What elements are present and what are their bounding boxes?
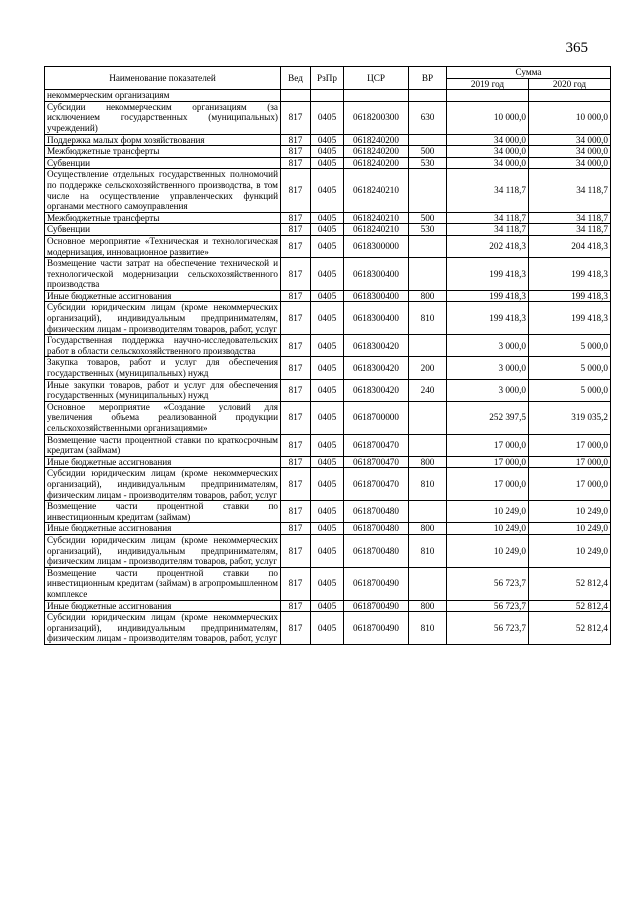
table-row	[45, 379, 611, 401]
cell-rzpr: 0405	[311, 290, 344, 302]
cell-2020: 5 000,0	[529, 379, 611, 401]
cell-2020: 17 000,0	[529, 434, 611, 456]
cell-csr: 0618700480	[344, 501, 409, 523]
cell-name: Государственная поддержка научно-исследовательских работ в области сельскохозяйственного производства	[45, 335, 281, 357]
cell-name: Возмещение части процентной ставки по инвестиционным кредитам (займам) в агропромышленном комплексе	[45, 567, 281, 600]
cell-2019: 202 418,3	[447, 235, 529, 257]
cell-csr: 0618700000	[344, 401, 409, 434]
cell-vr	[409, 169, 447, 212]
cell-rzpr: 0405	[311, 169, 344, 212]
cell-vr: 810	[409, 468, 447, 501]
cell-rzpr: 0405	[311, 101, 344, 134]
cell-vr: 500	[409, 146, 447, 158]
table-row	[45, 169, 611, 212]
cell-name: Иные бюджетные ассигнования	[45, 523, 281, 535]
table-row	[45, 101, 611, 134]
cell-2019: 10 249,0	[447, 523, 529, 535]
cell-csr: 0618240210	[344, 212, 409, 224]
cell-2019: 34 000,0	[447, 134, 529, 146]
cell-vr: 500	[409, 212, 447, 224]
cell-ved: 817	[281, 134, 311, 146]
cell-vr: 530	[409, 224, 447, 236]
cell-2020: 319 035,2	[529, 401, 611, 434]
cell-rzpr: 0405	[311, 146, 344, 158]
cell-csr: 0618700470	[344, 434, 409, 456]
cell-2019: 3 000,0	[447, 335, 529, 357]
cell-vr	[409, 501, 447, 523]
cell-2020: 17 000,0	[529, 456, 611, 468]
table-row	[45, 290, 611, 302]
cell-name: Субвенции	[45, 224, 281, 236]
cell-2020: 52 812,4	[529, 612, 611, 645]
cell-ved: 817	[281, 456, 311, 468]
cell-vr: 530	[409, 157, 447, 169]
cell-2019: 10 249,0	[447, 534, 529, 567]
cell-2019: 17 000,0	[447, 468, 529, 501]
cell-2019: 34 118,7	[447, 224, 529, 236]
cell-2020: 17 000,0	[529, 468, 611, 501]
table-row	[45, 146, 611, 158]
cell-csr: 0618300400	[344, 290, 409, 302]
cell-2020: 199 418,3	[529, 290, 611, 302]
cell-name: Иные закупки товаров, работ и услуг для обеспечения государственных (муниципальных) нужд	[45, 379, 281, 401]
cell-ved: 817	[281, 169, 311, 212]
cell-vr: 810	[409, 534, 447, 567]
cell-2019: 3 000,0	[447, 379, 529, 401]
table-row	[45, 302, 611, 335]
cell-rzpr: 0405	[311, 134, 344, 146]
cell-name: Возмещение части процентной ставки по краткосрочным кредитам (займам)	[45, 434, 281, 456]
cell-vr: 810	[409, 612, 447, 645]
cell-name: Субсидии юридическим лицам (кроме некоммерческих организаций), индивидуальным предпринимателям, физическим лицам - производителям товаров, работ, услуг	[45, 468, 281, 501]
header-rzpr: РзПр	[311, 67, 344, 90]
cell-ved: 817	[281, 302, 311, 335]
cell-rzpr: 0405	[311, 534, 344, 567]
cell-csr: 0618240210	[344, 224, 409, 236]
cell-2019	[447, 90, 529, 102]
table-row	[45, 434, 611, 456]
cell-rzpr: 0405	[311, 379, 344, 401]
cell-2020: 34 118,7	[529, 212, 611, 224]
cell-name: Закупка товаров, работ и услуг для обеспечения государственных (муниципальных) нужд	[45, 357, 281, 379]
cell-ved: 817	[281, 290, 311, 302]
cell-2020: 204 418,3	[529, 235, 611, 257]
cell-2019: 56 723,7	[447, 567, 529, 600]
cell-name: Субсидии юридическим лицам (кроме некоммерческих организаций), индивидуальным предпринимателям, физическим лицам - производителям товаров, работ, услуг	[45, 302, 281, 335]
cell-vr: 240	[409, 379, 447, 401]
cell-rzpr: 0405	[311, 612, 344, 645]
cell-ved: 817	[281, 235, 311, 257]
table-row	[45, 468, 611, 501]
cell-2020: 10 000,0	[529, 101, 611, 134]
cell-2019: 199 418,3	[447, 302, 529, 335]
cell-name: Субсидии юридическим лицам (кроме некоммерческих организаций), индивидуальным предпринимателям, физическим лицам - производителям товаров, работ, услуг	[45, 612, 281, 645]
cell-2019: 34 000,0	[447, 157, 529, 169]
cell-ved: 817	[281, 335, 311, 357]
table-row	[45, 534, 611, 567]
table-row	[45, 456, 611, 468]
table-row	[45, 134, 611, 146]
cell-rzpr: 0405	[311, 401, 344, 434]
cell-vr	[409, 258, 447, 291]
cell-csr: 0618300000	[344, 235, 409, 257]
cell-csr: 0618200300	[344, 101, 409, 134]
cell-ved: 817	[281, 600, 311, 612]
cell-rzpr: 0405	[311, 567, 344, 600]
cell-2020: 34 118,7	[529, 224, 611, 236]
table-row	[45, 335, 611, 357]
table-row	[45, 235, 611, 257]
cell-name: Субсидии юридическим лицам (кроме некоммерческих организаций), индивидуальным предпринимателям, физическим лицам - производителям товаров, работ, услуг	[45, 534, 281, 567]
table-row	[45, 567, 611, 600]
table-row	[45, 401, 611, 434]
cell-name: Возмещение части затрат на обеспечение технической и технологической модернизации сельскохозяйственного производства	[45, 258, 281, 291]
cell-2020: 52 812,4	[529, 567, 611, 600]
cell-vr: 200	[409, 357, 447, 379]
cell-2020: 10 249,0	[529, 523, 611, 535]
cell-csr: 0618700490	[344, 567, 409, 600]
cell-name: Межбюджетные трансферты	[45, 146, 281, 158]
cell-csr: 0618300400	[344, 258, 409, 291]
cell-csr: 0618240200	[344, 146, 409, 158]
cell-ved: 817	[281, 258, 311, 291]
cell-csr: 0618300420	[344, 357, 409, 379]
cell-2019: 17 000,0	[447, 456, 529, 468]
cell-vr	[409, 134, 447, 146]
table-row	[45, 157, 611, 169]
cell-name: Возмещение части процентной ставки по инвестиционным кредитам (займам)	[45, 501, 281, 523]
cell-2019: 34 000,0	[447, 146, 529, 158]
cell-rzpr: 0405	[311, 157, 344, 169]
table-row	[45, 523, 611, 535]
cell-2020: 34 000,0	[529, 157, 611, 169]
header-2019: 2019 год	[447, 78, 529, 90]
cell-name: Осуществление отдельных государственных полномочий по поддержке сельскохозяйственного производства, в том числе на осуществление управленческих функций органами местного самоуправления	[45, 169, 281, 212]
cell-2020: 34 118,7	[529, 169, 611, 212]
table-row	[45, 90, 611, 102]
cell-2019: 17 000,0	[447, 434, 529, 456]
cell-2019: 199 418,3	[447, 258, 529, 291]
cell-rzpr: 0405	[311, 456, 344, 468]
cell-vr	[409, 434, 447, 456]
header-sum: Сумма	[447, 67, 611, 79]
cell-csr: 0618300420	[344, 335, 409, 357]
cell-vr: 800	[409, 456, 447, 468]
cell-csr: 0618700470	[344, 468, 409, 501]
cell-2020: 5 000,0	[529, 335, 611, 357]
cell-csr: 0618240210	[344, 169, 409, 212]
cell-csr: 0618700470	[344, 456, 409, 468]
cell-ved: 817	[281, 567, 311, 600]
cell-rzpr: 0405	[311, 224, 344, 236]
cell-csr: 0618700480	[344, 534, 409, 567]
cell-rzpr: 0405	[311, 523, 344, 535]
cell-ved: 817	[281, 434, 311, 456]
cell-rzpr: 0405	[311, 468, 344, 501]
cell-name: Иные бюджетные ассигнования	[45, 290, 281, 302]
cell-2019: 3 000,0	[447, 357, 529, 379]
cell-ved: 817	[281, 146, 311, 158]
cell-rzpr: 0405	[311, 434, 344, 456]
cell-2019: 252 397,5	[447, 401, 529, 434]
cell-csr: 0618240200	[344, 157, 409, 169]
cell-2019: 34 118,7	[447, 169, 529, 212]
cell-2020	[529, 90, 611, 102]
cell-vr: 800	[409, 523, 447, 535]
cell-vr	[409, 90, 447, 102]
cell-name: некоммерческим организациям	[45, 90, 281, 102]
cell-ved: 817	[281, 523, 311, 535]
cell-csr: 0618700480	[344, 523, 409, 535]
cell-rzpr: 0405	[311, 302, 344, 335]
cell-ved: 817	[281, 612, 311, 645]
header-vr: ВР	[409, 67, 447, 90]
cell-rzpr: 0405	[311, 212, 344, 224]
cell-2020: 199 418,3	[529, 302, 611, 335]
cell-ved: 817	[281, 501, 311, 523]
cell-ved	[281, 90, 311, 102]
cell-2020: 34 000,0	[529, 134, 611, 146]
table-row	[45, 224, 611, 236]
table-row	[45, 357, 611, 379]
table-row	[45, 501, 611, 523]
cell-vr	[409, 401, 447, 434]
cell-vr: 630	[409, 101, 447, 134]
cell-2019: 56 723,7	[447, 600, 529, 612]
cell-ved: 817	[281, 224, 311, 236]
budget-table	[44, 66, 611, 645]
header-2020: 2020 год	[529, 78, 611, 90]
cell-ved: 817	[281, 379, 311, 401]
cell-name: Субсидии некоммерческим организациям (за исключением государственных (муниципальных) учреждений)	[45, 101, 281, 134]
cell-name: Межбюджетные трансферты	[45, 212, 281, 224]
cell-name: Основное мероприятие «Создание условий для увеличения объема реализованной продукции сельскохозяйственными организациями»	[45, 401, 281, 434]
cell-ved: 817	[281, 468, 311, 501]
cell-ved: 817	[281, 357, 311, 379]
cell-2020: 5 000,0	[529, 357, 611, 379]
cell-ved: 817	[281, 157, 311, 169]
cell-name: Иные бюджетные ассигнования	[45, 600, 281, 612]
cell-rzpr: 0405	[311, 357, 344, 379]
cell-vr	[409, 567, 447, 600]
cell-name: Субвенции	[45, 157, 281, 169]
table-row	[45, 612, 611, 645]
header-row-top	[45, 67, 611, 79]
cell-csr: 0618240200	[344, 134, 409, 146]
cell-2020: 199 418,3	[529, 258, 611, 291]
cell-rzpr: 0405	[311, 501, 344, 523]
table-row	[45, 600, 611, 612]
cell-csr: 0618300420	[344, 379, 409, 401]
cell-name: Поддержка малых форм хозяйствования	[45, 134, 281, 146]
table-row	[45, 212, 611, 224]
cell-ved: 817	[281, 101, 311, 134]
cell-rzpr: 0405	[311, 235, 344, 257]
cell-2020: 52 812,4	[529, 600, 611, 612]
cell-2019: 34 118,7	[447, 212, 529, 224]
cell-vr: 810	[409, 302, 447, 335]
cell-ved: 817	[281, 534, 311, 567]
cell-rzpr: 0405	[311, 258, 344, 291]
cell-ved: 817	[281, 212, 311, 224]
cell-csr: 0618700490	[344, 600, 409, 612]
cell-vr	[409, 235, 447, 257]
cell-rzpr	[311, 90, 344, 102]
cell-csr: 0618700490	[344, 612, 409, 645]
cell-vr: 800	[409, 290, 447, 302]
header-ved: Вед	[281, 67, 311, 90]
cell-ved: 817	[281, 401, 311, 434]
cell-csr: 0618300400	[344, 302, 409, 335]
table-row	[45, 258, 611, 291]
cell-csr	[344, 90, 409, 102]
cell-2020: 34 000,0	[529, 146, 611, 158]
table-body	[45, 90, 611, 645]
table-header	[45, 67, 611, 90]
cell-rzpr: 0405	[311, 600, 344, 612]
cell-vr: 800	[409, 600, 447, 612]
page-number: 365	[565, 40, 588, 56]
header-csr: ЦСР	[344, 67, 409, 90]
cell-vr	[409, 335, 447, 357]
cell-2020: 10 249,0	[529, 501, 611, 523]
header-name: Наименование показателей	[45, 67, 281, 90]
cell-2019: 56 723,7	[447, 612, 529, 645]
cell-name: Основное мероприятие «Техническая и технологическая модернизация, инновационное развитие»	[45, 235, 281, 257]
cell-rzpr: 0405	[311, 335, 344, 357]
cell-2019: 199 418,3	[447, 290, 529, 302]
cell-2019: 10 000,0	[447, 101, 529, 134]
cell-2019: 10 249,0	[447, 501, 529, 523]
cell-2020: 10 249,0	[529, 534, 611, 567]
cell-name: Иные бюджетные ассигнования	[45, 456, 281, 468]
